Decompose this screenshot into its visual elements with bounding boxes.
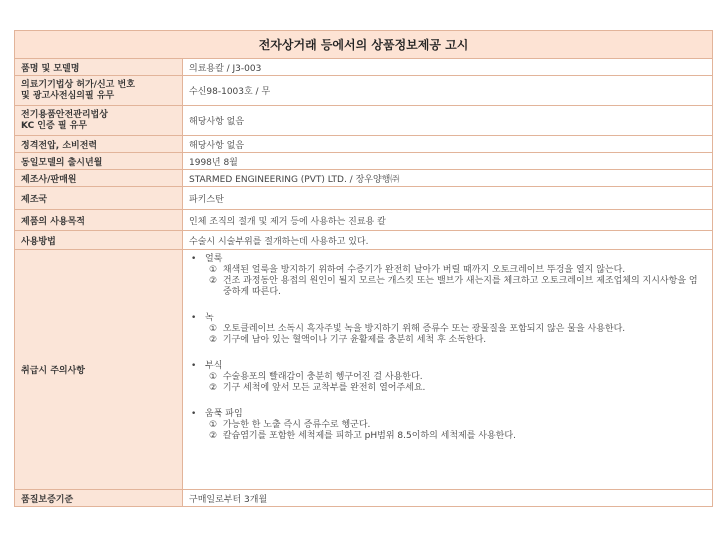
- bullet-icon: •: [191, 361, 197, 371]
- row-value: 수신98-1003호 / 무: [183, 76, 713, 106]
- row-label: 동일모델의 출시년월: [15, 153, 183, 170]
- caution-category: [189, 312, 706, 346]
- row-label: 품명 및 모델명: [15, 59, 183, 76]
- caution-item: ② 칼슘염기를 포함한 세척제를 피하고 pH범위 8.5이하의 세척제를 사용한다.: [209, 431, 516, 441]
- table-row: [15, 76, 713, 106]
- table-row: [15, 210, 713, 231]
- row-value: 1998년 8월: [183, 153, 713, 170]
- caution-item: ① 채색된 얼룩을 방지하기 위하여 수증기가 완전히 날아가 버릴 때까지 오토크레이브 뚜겅을 열지 않는다.: [209, 265, 626, 275]
- row-label: 전기용품안전관리법상 KC 인증 필 유무: [15, 106, 183, 136]
- table-row: [15, 170, 713, 187]
- row-label: 사용방법: [15, 231, 183, 250]
- caution-label: 취급시 주의사항: [15, 250, 183, 490]
- bullet-icon: •: [191, 409, 197, 419]
- row-value: 인체 조직의 절개 및 제거 등에 사용하는 진료용 칼: [183, 210, 713, 231]
- row-value: 파키스탄: [183, 187, 713, 210]
- caution-item: ② 기구 세척에 앞서 모든 교착부를 완전히 열어주세요.: [209, 383, 426, 393]
- row-label: 품질보증기준: [15, 490, 183, 507]
- notice-title: 전자상거래 등에서의 상품정보제공 고시: [15, 31, 713, 59]
- bullet-icon: •: [191, 254, 197, 264]
- row-value: 수술시 시술부위를 절개하는데 사용하고 있다.: [183, 231, 713, 250]
- caution-row: [15, 250, 713, 490]
- row-label: 의료기기법상 허가/신고 번호 및 광고사전심의필 유무: [15, 76, 183, 106]
- table-row: [15, 187, 713, 210]
- row-label: 제조국: [15, 187, 183, 210]
- row-value: 의료용칼 / J3-003: [183, 59, 713, 76]
- row-value: 해당사항 없음: [183, 106, 713, 136]
- caution-item: ① 가능한 한 노출 즉시 증류수로 헹군다.: [209, 420, 371, 430]
- bullet-icon: •: [191, 313, 197, 323]
- table-row: [15, 106, 713, 136]
- row-value: 구매일로부터 3개월: [183, 490, 713, 507]
- caution-content: [183, 250, 713, 490]
- caution-item: ① 수술용포의 빨래감이 충분히 헹구어진 걸 사용한다.: [209, 372, 423, 382]
- table-row: [15, 153, 713, 170]
- table-row: [15, 490, 713, 507]
- row-label: 제품의 사용목적: [15, 210, 183, 231]
- category-title: 움푹 파임: [205, 409, 243, 419]
- category-title: 부식: [205, 361, 223, 371]
- table-row: [15, 136, 713, 153]
- row-label: 제조사/판매원: [15, 170, 183, 187]
- caution-item: ② 건조 과정동안 용접의 원인이 될지 모르는 개스킷 또는 밸브가 새는지를 체크하고 오토크레이브 제조업체의 지시사항을 엄중하게 따른다.: [209, 276, 698, 297]
- caution-category: [189, 360, 706, 394]
- product-info-table: [14, 30, 713, 507]
- caution-item: ① 오토클레이브 소독시 흑자주빛 녹을 방지하기 위해 증류수 또는 광물질을 포함되지 않은 물을 사용한다.: [209, 324, 626, 334]
- row-value: 해당사항 없음: [183, 136, 713, 153]
- title-row: [15, 31, 713, 59]
- table-row: [15, 231, 713, 250]
- row-label: 정격전압, 소비전력: [15, 136, 183, 153]
- caution-category: [189, 253, 706, 298]
- category-title: 얼룩: [205, 254, 223, 264]
- caution-item: ② 기구에 남아 있는 혈액이나 기구 윤활제를 충분히 세척 후 소독한다.: [209, 335, 487, 345]
- row-value: STARMED ENGINEERING (PVT) LTD. / 장우양행㈜: [183, 170, 713, 187]
- table-row: [15, 59, 713, 76]
- product-info-notice: [14, 30, 712, 507]
- category-title: 녹: [205, 313, 214, 323]
- caution-category: [189, 408, 706, 442]
